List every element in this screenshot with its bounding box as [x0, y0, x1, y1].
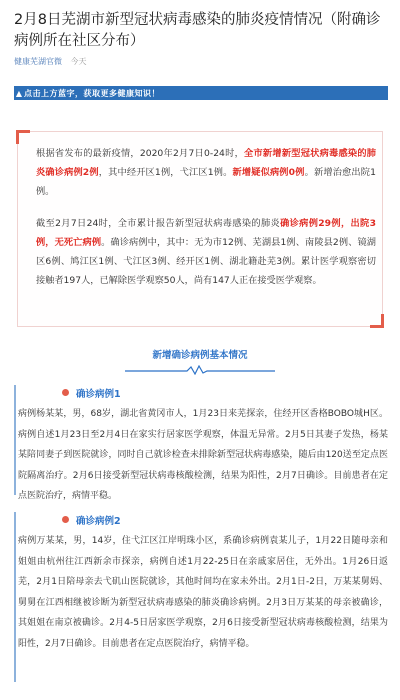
case-label-text: 确诊病例2 [76, 516, 121, 527]
highlight-text: 确诊病例29例，出院3例，无死亡病例 [36, 218, 376, 248]
notice-text: 。新增治愈出院1例。 [36, 167, 376, 197]
case-block-2 [14, 512, 388, 654]
article-meta [14, 56, 87, 67]
notice-text: ，其中经开区1例，弋江区1例。 [98, 167, 233, 178]
case-label [14, 385, 388, 401]
case-description: 病例万某某，男，14岁，住弋江区江岸明珠小区，系确诊病例袁某儿子，1月22日随母亲和姐姐由杭州往江西新余市探亲，病例自述1月22-25日在亲戚家居住，无外出。1月26日返芜，2月1日陪母亲去弋矶山医院就诊，其他时间均在家未外出。2月1日-2日，万某某舅妈、舅舅在江西相继被诊断为新型冠状病毒感染的肺炎确诊病例。2月3日万某某的母亲被确诊，其姐姐在南京被确诊。2月4-5日居家医学观察，2月6日接受新型冠状病毒核酸检测，结果为阳性，2月7日确诊。目前患者在定点医院治疗，病情平稳。 [18, 536, 388, 649]
section-header [0, 347, 400, 375]
case-block-1 [14, 385, 388, 507]
heartbeat-divider-icon [125, 365, 275, 375]
notice-text: 。确诊病例中，其中：无为市12例、芜湖县1例、南陵县2例、镜湖区6例、鸠江区1例、弋江区3例、经开区1例、湖北籍赴芜3例。累计医学观察密切接触者197人，已解除医学观察50人，尚有147人正在接受医学观察。 [36, 237, 376, 286]
bullet-dot-icon [62, 389, 69, 396]
case-side-line [14, 512, 16, 682]
bullet-dot-icon [62, 516, 69, 523]
case-label [14, 512, 388, 528]
case-side-line [14, 385, 16, 495]
case-description: 病例杨某某，男，68岁，湖北省黄冈市人，1月23日来芜探亲，住经开区香格BOBO城H区。病例自述1月23日至2月4日在家实行居家医学观察，体温无异常。2月5日其妻子发热，杨某某陪同妻子到医院就诊，同时自己就诊检查未排除新型冠状病毒感染，随后由120送至定点医院隔离治疗。2月6日接受新型冠状病毒核酸检测，结果为阳性，2月7日确诊。目前患者在定点医院治疗，病情平稳。 [18, 409, 388, 501]
article-title: 2月8日芜湖市新型冠状病毒感染的肺炎疫情情况（附确诊病例所在社区分布） [14, 12, 381, 49]
notice-text: 截至2月7日24时，全市累计报告新型冠状病毒感染的肺炎 [36, 218, 281, 229]
publish-time: 今天 [70, 57, 87, 66]
follow-prompt-bar[interactable] [14, 86, 388, 100]
notice-paragraph-cumulative [36, 214, 376, 290]
notice-text: 根据省发布的最新疫情，2020年2月7日0-24时， [36, 148, 245, 159]
case-label-text: 确诊病例1 [76, 389, 121, 400]
account-name-link[interactable]: 健康芜湖官微 [14, 57, 62, 66]
arrow-up-icon: ▲ [15, 88, 23, 98]
epidemic-notice-box [17, 131, 383, 327]
notice-paragraph-daily [36, 144, 376, 201]
highlight-text: 新增疑似病例0例 [232, 167, 305, 178]
corner-decoration [16, 130, 30, 144]
follow-prompt-text: 点击上方蓝字，获取更多健康知识！ [24, 88, 160, 98]
corner-decoration [370, 314, 384, 328]
highlight-text: 全市新增新型冠状病毒感染的肺炎确诊病例2例 [36, 148, 376, 178]
section-title: 新增确诊病例基本情况 [152, 350, 248, 361]
